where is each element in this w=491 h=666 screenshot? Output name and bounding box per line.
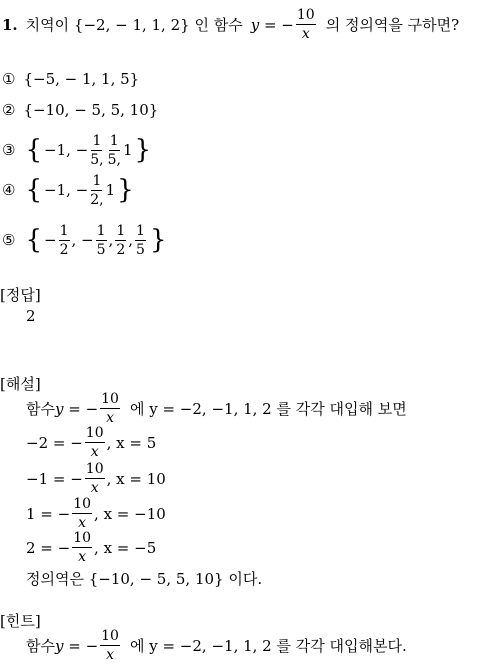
explanation-y-eq: y = − <box>54 399 99 418</box>
explanation-line-1 <box>26 392 407 425</box>
question-number: 1. <box>2 15 18 34</box>
choice-text: 1 <box>105 181 116 199</box>
fraction: $\frac{1}{5,}$ <box>107 132 121 168</box>
answer-label: [정답] <box>0 286 41 304</box>
fraction: $\frac{10}{x}$ <box>85 425 104 460</box>
fraction: $\frac{10}{x}$ <box>85 461 104 496</box>
question-fraction: $\frac{10}{x}$ <box>296 7 315 42</box>
hint-text: 함수 <box>26 637 55 655</box>
choice-marker: ② <box>2 101 16 119</box>
brace-open: { <box>25 175 42 205</box>
answer-value: 2 <box>26 307 36 325</box>
fraction: $\frac{1}{5}$ <box>136 222 145 258</box>
fraction: $\frac{10}{x}$ <box>73 530 92 565</box>
question-text-pre: 치역이 {−2, − 1, 1, 2} 인 함수 <box>25 16 243 34</box>
fraction: $\frac{10}{x}$ <box>101 391 119 426</box>
choice-marker: ④ <box>2 181 16 199</box>
brace-close: } <box>149 225 167 255</box>
hint-label: [힌트] <box>0 612 41 630</box>
choice-text: 1 <box>122 141 133 159</box>
explanation-row: 2 = − $\frac{10}{x}$ , x = −5 <box>26 530 157 565</box>
choice-marker: ⑤ <box>2 231 16 249</box>
fraction: $\frac{1}{2,}$ <box>90 172 104 208</box>
choice-3[interactable] <box>2 130 153 170</box>
explanation-row: −2 = − $\frac{10}{x}$ , x = 5 <box>26 425 157 460</box>
question-y-eq: y = − <box>250 15 294 34</box>
explanation-text: 함수 <box>26 400 55 418</box>
fraction: $\frac{10}{x}$ <box>101 628 119 663</box>
brace-open: { <box>25 135 42 165</box>
choice-2[interactable] <box>2 101 158 119</box>
choice-text: {−5, − 1, 1, 5} <box>23 70 140 88</box>
choice-text: −1, − <box>44 181 89 199</box>
choice-5[interactable] <box>2 220 168 260</box>
choice-marker: ① <box>2 70 16 88</box>
fraction: $\frac{1}{5,}$ <box>90 132 104 168</box>
fraction: $\frac{1}{2}$ <box>59 222 69 258</box>
choice-4[interactable] <box>2 170 136 210</box>
brace-open: { <box>25 225 42 255</box>
choice-text: −1, − <box>44 141 89 159</box>
question-text-post: 의 정의역을 구하면? <box>325 16 460 34</box>
fraction: $\frac{1}{2}$ <box>116 222 126 258</box>
choice-text: , − <box>71 231 94 249</box>
question-line <box>2 8 459 41</box>
choice-1[interactable] <box>2 70 139 88</box>
choice-text: − <box>44 231 57 249</box>
hint-y-eq: y = − <box>54 636 99 655</box>
hint-text: 에 y = −2, −1, 1, 2 를 각각 대입해본다. <box>129 637 407 655</box>
choice-text: , <box>108 231 114 249</box>
choice-text: , <box>128 231 134 249</box>
brace-close: } <box>117 175 134 205</box>
explanation-row: 1 = − $\frac{10}{x}$ , x = −10 <box>26 496 166 531</box>
brace-close: } <box>134 135 152 165</box>
choice-marker: ③ <box>2 141 16 159</box>
explanation-conclusion: 정의역은 {−10, − 5, 5, 10} 이다. <box>26 570 263 588</box>
explanation-text: 에 y = −2, −1, 1, 2 를 각각 대입해 보면 <box>129 400 407 418</box>
fraction: $\frac{10}{x}$ <box>73 496 92 531</box>
choice-text: {−10, − 5, 5, 10} <box>23 101 159 119</box>
fraction: $\frac{1}{5}$ <box>96 222 106 258</box>
explanation-label: [해설] <box>0 375 41 393</box>
hint-line <box>26 629 407 662</box>
explanation-row: −1 = − $\frac{10}{x}$ , x = 10 <box>26 461 166 496</box>
